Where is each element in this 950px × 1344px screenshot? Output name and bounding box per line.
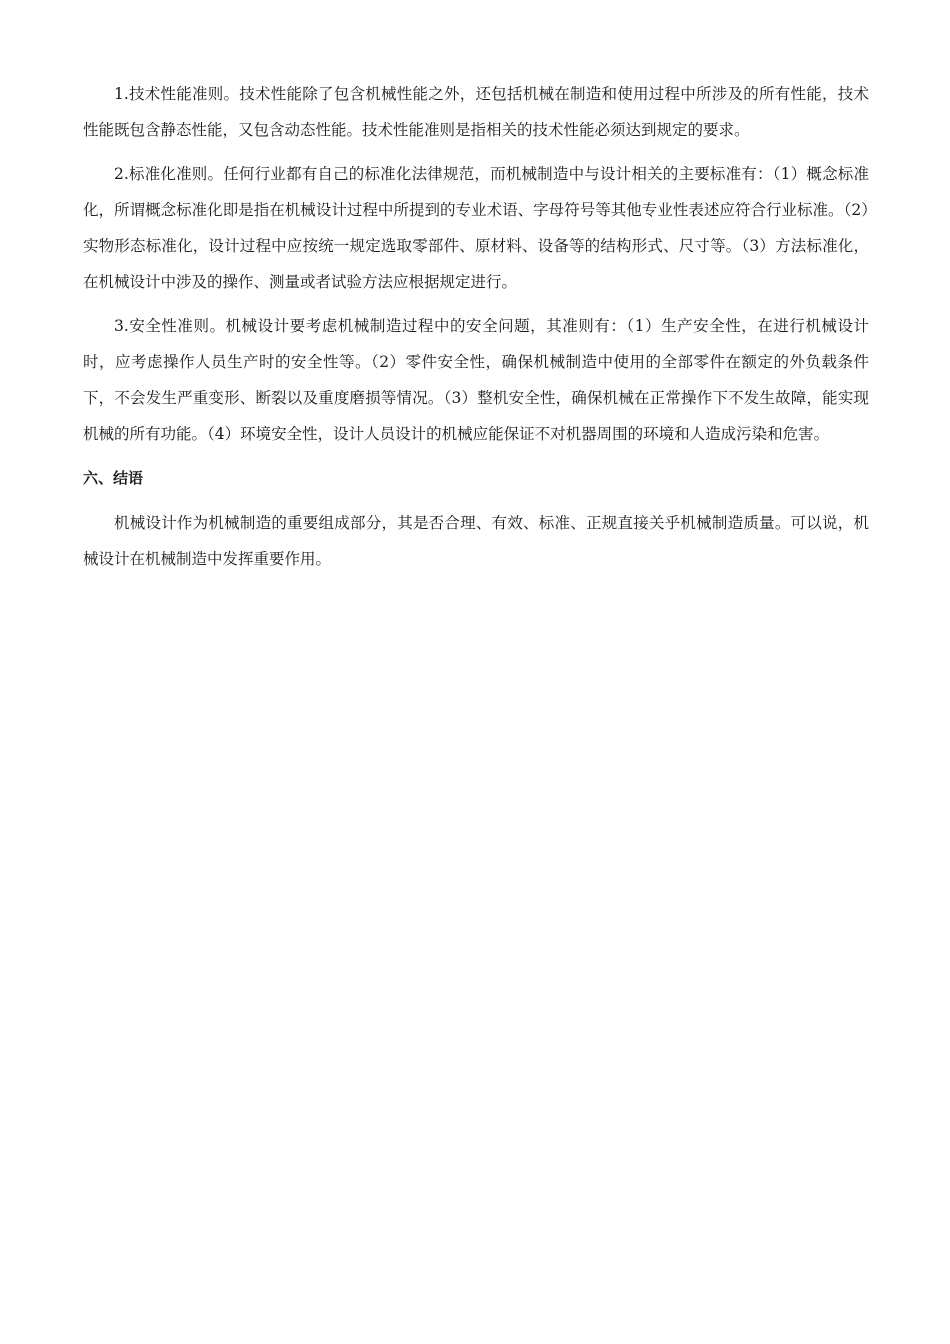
paragraph-standardization-criterion: 2.标准化准则。任何行业都有自己的标准化法律规范，而机械制造中与设计相关的主要标准有：（1）概念标准化，所谓概念标准化即是指在机械设计过程中所提到的专业术语、字母符号等其他专业性表述应符合行业标准。（2）实物形态标准化，设计过程中应按统一规定选取零部件、原材料、设备等的结构形式、尺寸等。（3）方法标准化，在机械设计中涉及的操作、测量或者试验方法应根据规定进行。 bbox=[83, 165, 869, 291]
paragraph-conclusion: 机械设计作为机械制造的重要组成部分，其是否合理、有效、标准、正规直接关乎机械制造质量。可以说，机械设计在机械制造中发挥重要作用。 bbox=[83, 514, 869, 568]
section-heading-conclusion: 六、结语 bbox=[83, 469, 144, 487]
paragraph-safety-criterion: 3.安全性准则。机械设计要考虑机械制造过程中的安全问题，其准则有：（1）生产安全性，在进行机械设计时，应考虑操作人员生产时的安全性等。（2）零件安全性，确保机械制造中使用的全部零件在额定的外负载条件下，不会发生严重变形、断裂以及重度磨损等情况。（3）整机安全性，确保机械在正常操作下不发生故障，能实现机械的所有功能。（4）环境安全性，设计人员设计的机械应能保证不对机器周围的环境和人造成污染和危害。 bbox=[83, 317, 869, 443]
document-page bbox=[83, 76, 869, 585]
paragraph-technical-performance-criterion: 1.技术性能准则。技术性能除了包含机械性能之外，还包括机械在制造和使用过程中所涉及的所有性能，技术性能既包含静态性能，又包含动态性能。技术性能准则是指相关的技术性能必须达到规定的要求。 bbox=[83, 85, 869, 139]
